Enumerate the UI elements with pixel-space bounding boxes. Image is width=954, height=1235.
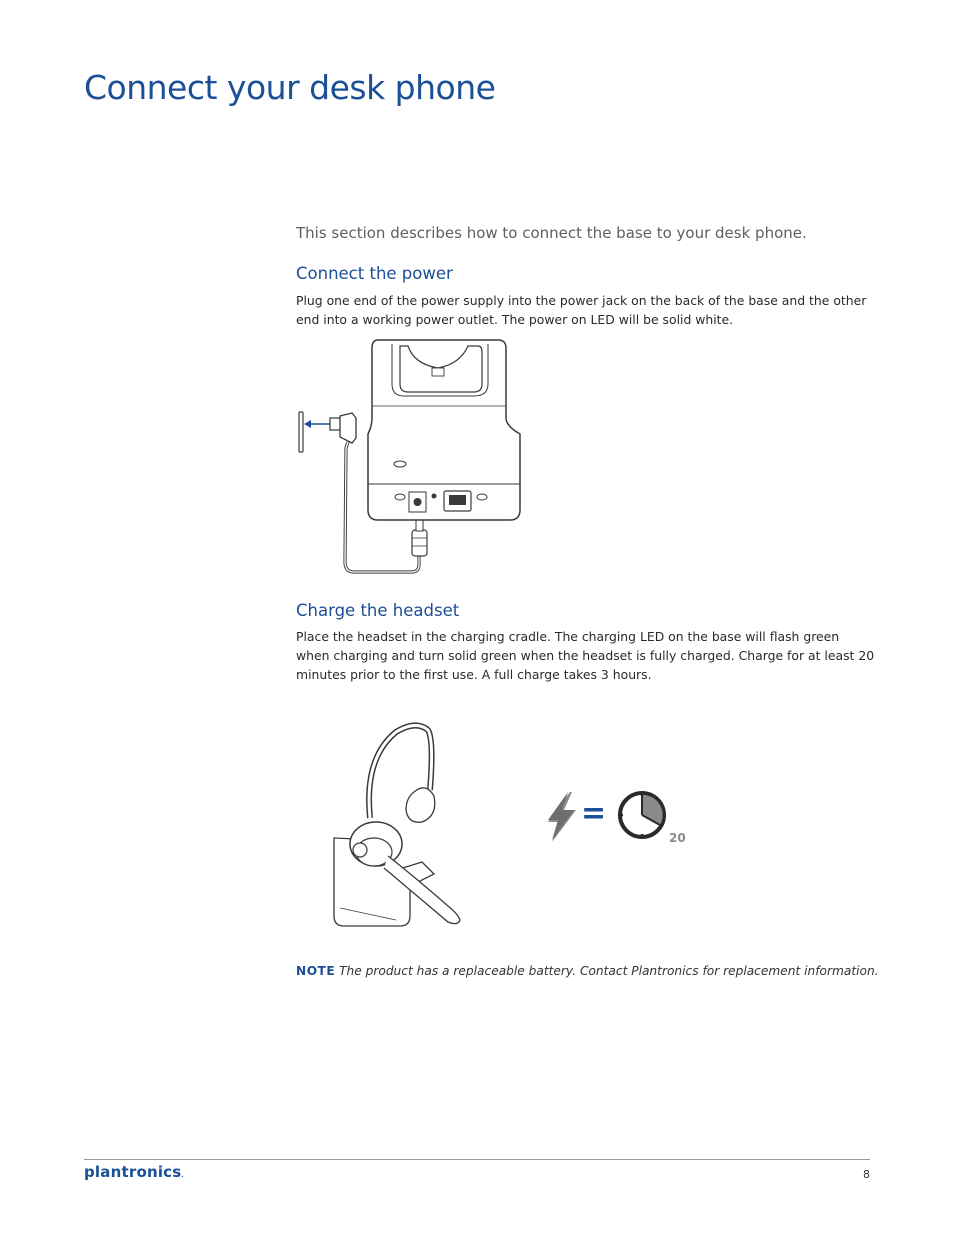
headset-cradle-illustration: [330, 718, 470, 936]
clock-icon: [616, 790, 670, 842]
charge-headset-body: Place the headset in the charging cradle. The charging LED on the base will flash green when charging and turn solid green when the headset is fully charged. Charge for at least 20 minutes prior to the first use. A full charge takes 3 hours.: [296, 629, 875, 682]
power-adapter: [340, 413, 356, 443]
base-power-illustration: [292, 334, 532, 580]
barrel-plug: [412, 530, 427, 556]
base-indicator: [394, 461, 406, 467]
plantronics-logo: [84, 1163, 184, 1181]
charge-minutes-label: 20: [669, 831, 686, 845]
logo-mark: .: [181, 1172, 184, 1179]
footer-divider: [84, 1159, 870, 1160]
head-pad: [406, 788, 435, 822]
charge-headset-heading: Charge the headset: [296, 601, 460, 620]
wall-outlet-plate: [299, 412, 303, 452]
page-number: 8: [863, 1168, 870, 1181]
page-title: Connect your desk phone: [84, 68, 496, 107]
equals-sign: =: [581, 796, 607, 831]
logo-wordmark: plantronics: [84, 1163, 182, 1181]
note-label: NOTE: [296, 964, 336, 978]
plug-arrow-head: [304, 420, 311, 428]
note-text: The product has a replaceable battery. Contact Plantronics for replacement information.: [339, 964, 879, 978]
connect-power-heading: Connect the power: [296, 264, 453, 283]
note: [296, 964, 879, 978]
connect-power-body: Plug one end of the power supply into the power jack on the back of the base and the other end into a working power outlet. The power on LED will be solid white.: [296, 293, 867, 327]
intro-text: This section describes how to connect the base to your desk phone.: [296, 224, 807, 242]
